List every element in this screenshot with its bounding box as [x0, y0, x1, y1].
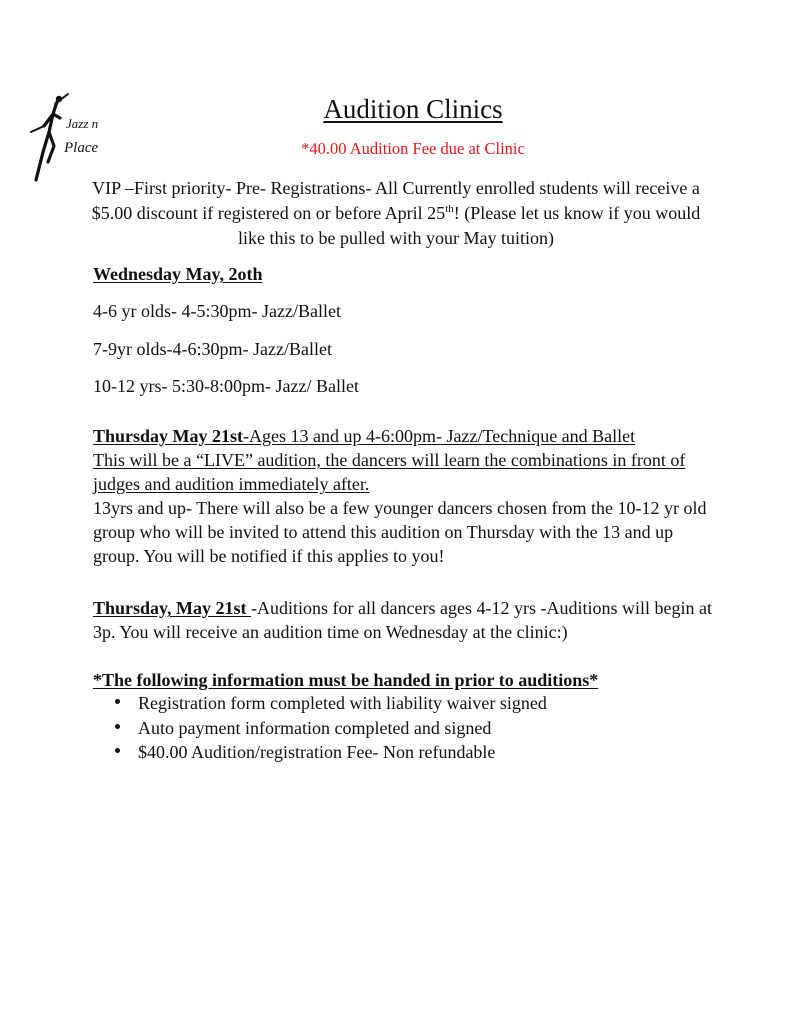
live-audition-note: This will be a “LIVE” audition, the dancers will learn the combinations in front of judges and audition immediately after.	[93, 450, 686, 494]
list-item: Auto payment information completed and signed	[93, 716, 547, 741]
vip-text: VIP –First priority- Pre- Registrations- All Currently enrolled students will receive a $5.00 discount if registered on or before April 25	[91, 178, 700, 223]
wednesday-heading	[93, 262, 713, 286]
requirements-title: *The following information must be handed in prior to auditions*	[93, 670, 599, 690]
thursday-live-details: -Ages 13 and up 4-6:00pm- Jazz/Technique and Ballet	[243, 426, 636, 446]
audition-fee-note: *40.00 Audition Fee due at Clinic	[301, 139, 525, 158]
requirements-heading	[93, 668, 713, 692]
page-title: Audition Clinics	[323, 94, 503, 124]
requirements-list	[93, 691, 547, 765]
younger-dancers-note: 13yrs and up- There will also be a few younger dancers chosen from the 10-12 yr old group who will be invited to attend this audition on Thursday with the 13 and up group. You will be notified if this applies to you!	[93, 498, 707, 566]
schedule-item: 10-12 yrs- 5:30-8:00pm- Jazz/ Ballet	[93, 376, 359, 396]
logo-word-jazz: Jazz n	[66, 116, 99, 131]
schedule-item: 4-6 yr olds- 4-5:30pm- Jazz/Ballet	[93, 301, 341, 321]
thursday-all-date: Thursday, May 21st	[93, 598, 252, 618]
vip-text-end: ! (Please let us know if you would like this to be pulled with your May tuition)	[238, 203, 701, 248]
thursday-live-section	[93, 424, 713, 568]
list-item: Registration form completed with liability waiver signed	[93, 691, 547, 716]
wednesday-date: Wednesday May, 2oth	[93, 264, 263, 284]
schedule-item: 7-9yr olds-4-6:30pm- Jazz/Ballet	[93, 339, 332, 359]
thursday-live-line	[93, 426, 635, 446]
vip-superscript: th	[445, 203, 454, 215]
thursday-all-details: -Auditions for all dancers ages 4-12 yrs -Auditions will begin at 3p. You will receive an audition time on Wednesday at the clinic:)	[93, 598, 712, 642]
vip-paragraph	[90, 176, 702, 251]
logo-word-place: Place	[64, 140, 99, 156]
list-item: $40.00 Audition/registration Fee- Non refundable	[93, 740, 547, 765]
thursday-live-date: Thursday May 21st	[93, 426, 244, 446]
thursday-all-section	[93, 596, 713, 644]
